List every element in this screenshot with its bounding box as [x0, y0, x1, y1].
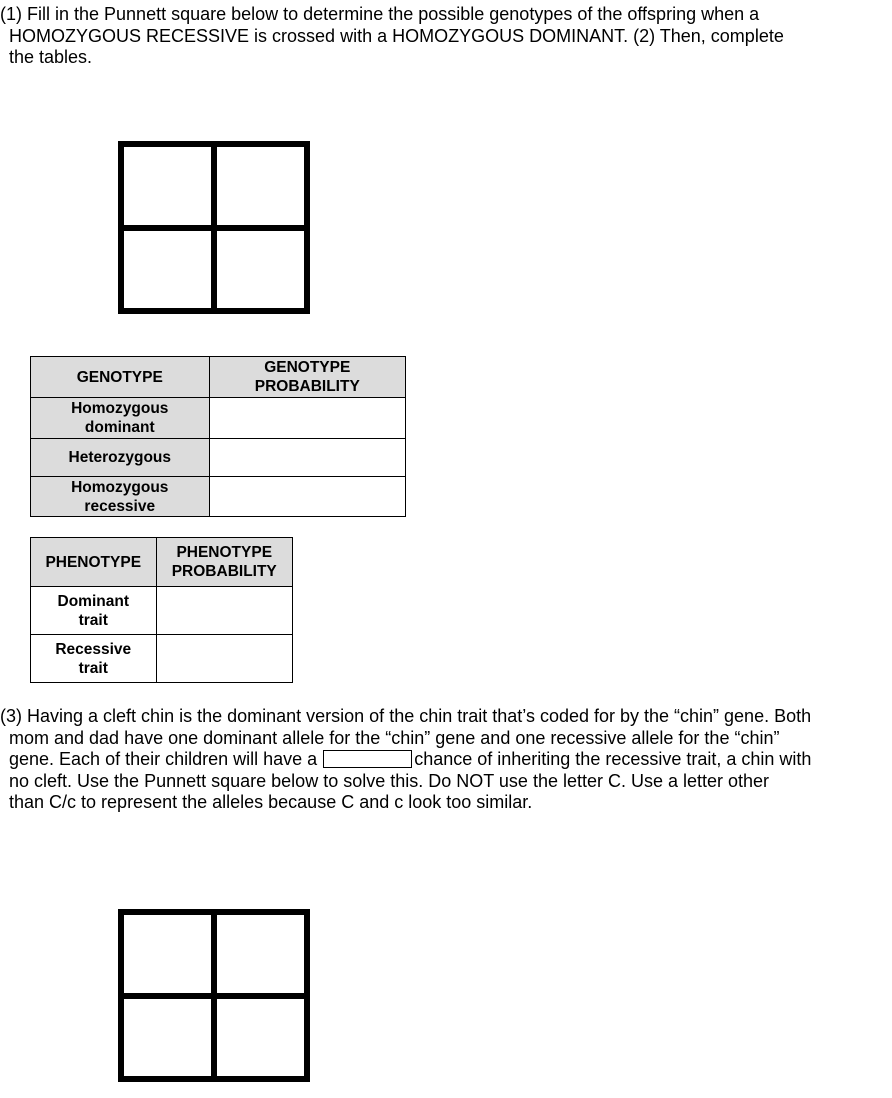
- question-3-line-4: no cleft. Use the Punnett square below to solve this. Do NOT use the letter C. Use a letter other: [9, 770, 770, 791]
- table-row: [31, 398, 406, 439]
- phenotype-label-line: Dominant: [57, 592, 129, 610]
- genotype-probability-header: [209, 357, 405, 398]
- homozygous-recessive-probability-cell[interactable]: [209, 477, 405, 517]
- genotype-label-line: Heterozygous: [68, 449, 172, 466]
- punnett-2-cell-bottom-right[interactable]: [214, 996, 304, 1077]
- phenotype-probability-header: [156, 538, 293, 587]
- heterozygous-probability-cell[interactable]: [209, 439, 405, 477]
- phenotype-label-line: trait: [78, 611, 108, 629]
- punnett-2-cell-bottom-left[interactable]: [124, 996, 214, 1077]
- question-3-line-3-after: chance of inheriting the recessive trait, a chin with: [414, 749, 812, 770]
- punnett-square-1: [118, 141, 310, 314]
- phenotype-table-header-row: [31, 538, 293, 587]
- genotype-table: [30, 356, 406, 517]
- phenotype-header-text: PHENOTYPE: [45, 553, 142, 571]
- question-3-line-2: mom and dad have one dominant allele for the “chin” gene and one recessive allele for the “chin”: [9, 727, 780, 748]
- dominant-trait-probability-cell[interactable]: [156, 587, 293, 635]
- phenotype-header: [31, 538, 157, 587]
- genotype-header: [31, 357, 210, 398]
- chance-answer-box[interactable]: [323, 750, 412, 768]
- genotype-label-heterozygous: [31, 439, 210, 477]
- genotype-table-header-row: [31, 357, 406, 398]
- table-row: [31, 635, 293, 683]
- genotype-header-text: GENOTYPE: [76, 368, 163, 386]
- genotype-label-line: dominant: [84, 419, 155, 436]
- phenotype-probability-header-line-1: PHENOTYPE: [176, 544, 273, 561]
- question-3-text: [0, 706, 811, 814]
- table-row: [31, 587, 293, 635]
- genotype-label-homozygous-recessive: [31, 477, 210, 517]
- question-1-text: [0, 4, 784, 69]
- genotype-probability-header-line-2: PROBABILITY: [254, 378, 360, 395]
- question-1-line-1: (1) Fill in the Punnett square below to determine the possible genotypes of the offspring when a: [0, 4, 760, 24]
- question-3-line-3: [0, 749, 811, 771]
- question-3-line-1: (3) Having a cleft chin is the dominant version of the chin trait that’s coded for by the “chin” gene. Both: [0, 706, 812, 726]
- punnett-1-cell-bottom-left[interactable]: [124, 228, 214, 309]
- table-row: [31, 439, 406, 477]
- homozygous-dominant-probability-cell[interactable]: [209, 398, 405, 439]
- genotype-probability-header-line-1: GENOTYPE: [264, 359, 351, 376]
- recessive-trait-probability-cell[interactable]: [156, 635, 293, 683]
- punnett-2-cell-top-left[interactable]: [124, 915, 214, 996]
- table-row: [31, 477, 406, 517]
- phenotype-probability-header-line-2: PROBABILITY: [171, 563, 277, 580]
- question-1-line-3: the tables.: [9, 47, 93, 68]
- question-3-line-5: than C/c to represent the alleles because C and c look too similar.: [9, 792, 533, 813]
- genotype-label-line: Homozygous: [71, 478, 169, 496]
- punnett-1-cell-bottom-right[interactable]: [214, 228, 304, 309]
- punnett-1-cell-top-right[interactable]: [214, 147, 304, 228]
- punnett-1-cell-top-left[interactable]: [124, 147, 214, 228]
- phenotype-table: [30, 537, 293, 683]
- phenotype-label-line: Recessive: [55, 640, 132, 658]
- phenotype-label-dominant-trait: [31, 587, 157, 635]
- question-1-line-2: HOMOZYGOUS RECESSIVE is crossed with a HOMOZYGOUS DOMINANT. (2) Then, complete: [9, 25, 784, 46]
- punnett-square-2: [118, 909, 310, 1082]
- genotype-label-homozygous-dominant: [31, 398, 210, 439]
- punnett-2-cell-top-right[interactable]: [214, 915, 304, 996]
- phenotype-label-line: trait: [78, 659, 108, 677]
- phenotype-label-recessive-trait: [31, 635, 157, 683]
- question-3-line-3-before: gene. Each of their children will have a: [9, 749, 318, 770]
- genotype-label-line: Homozygous: [71, 400, 169, 417]
- genotype-label-line: recessive: [84, 497, 156, 515]
